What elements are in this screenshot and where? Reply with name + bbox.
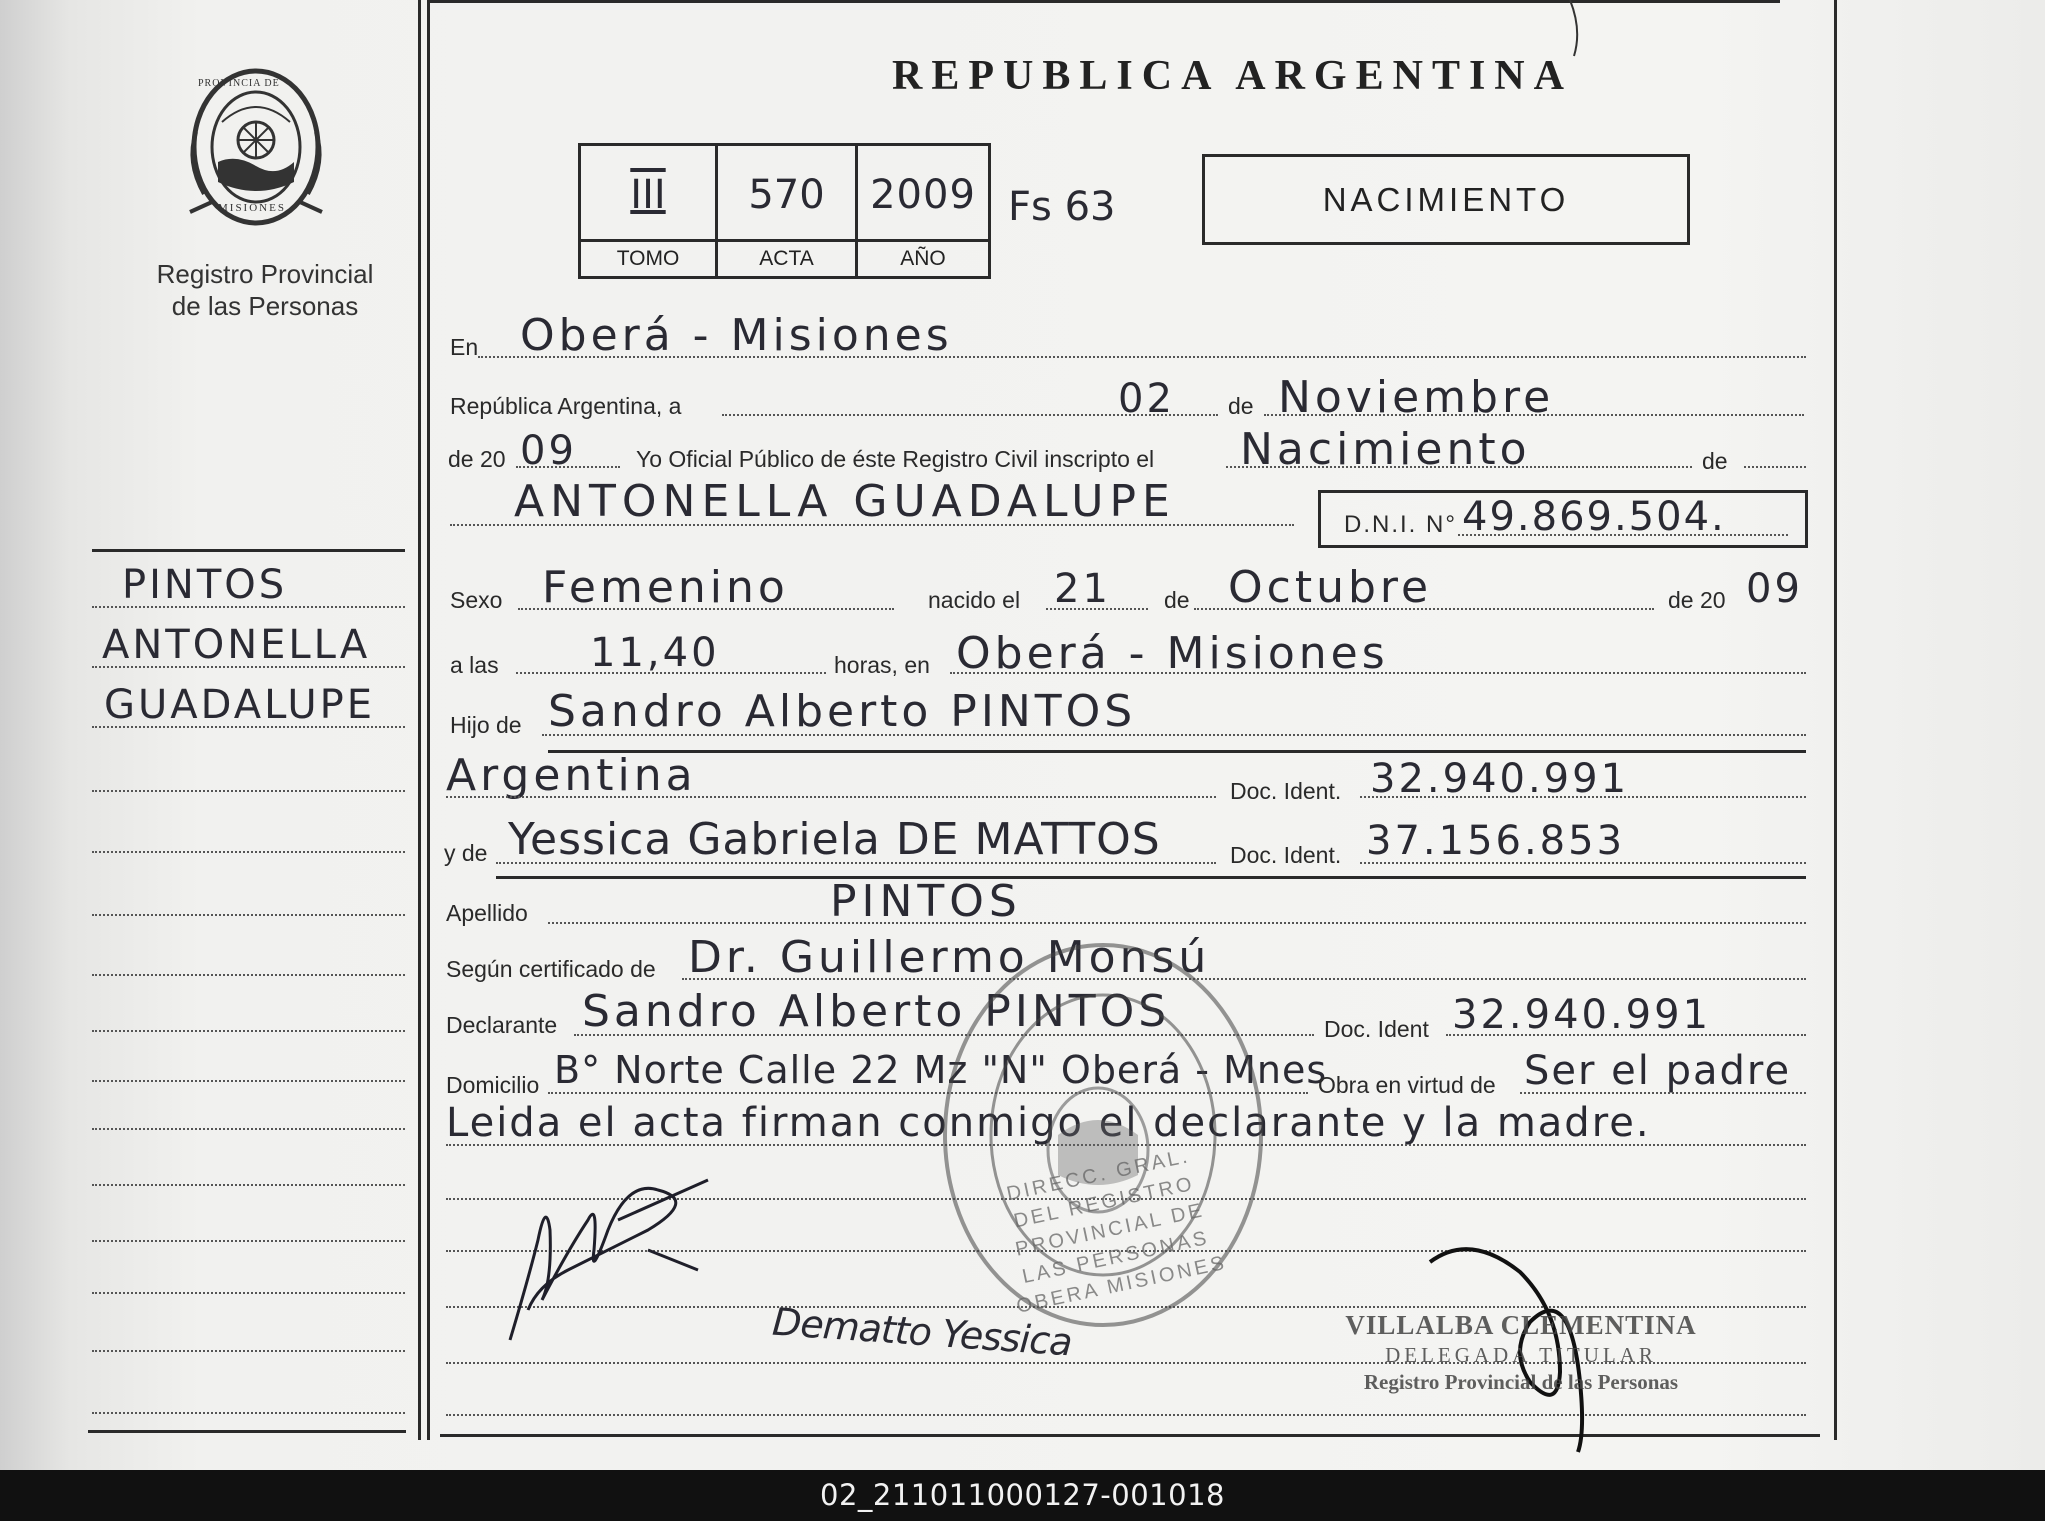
nacido-month-dotted-line	[1194, 608, 1654, 610]
dni-label: D.N.I. N°	[1344, 511, 1457, 538]
horas-label: horas, en	[834, 652, 930, 678]
anio-label: AÑO	[858, 239, 988, 276]
document-type-box: NACIMIENTO	[1202, 154, 1690, 245]
margin-dotted-line	[92, 726, 405, 728]
seal-text: DIRECC. GRAL. DEL REGISTRO PROVINCIAL DE LAS PERSONAS OBERA MISIONES	[1004, 1145, 1229, 1318]
logo-text-bottom: MISIONES	[218, 202, 286, 214]
tomo-label: TOMO	[581, 239, 715, 276]
declarante-label: Declarante	[446, 1012, 558, 1038]
margin-dotted-line	[92, 666, 405, 668]
declarante-doc-value: 32.940.991	[1452, 992, 1712, 1038]
oficial-de-label: de	[1702, 448, 1728, 474]
sexo-dotted-line	[518, 608, 894, 610]
fecha-month-dotted-line	[1264, 414, 1804, 416]
oficial-year-label: de 20	[448, 446, 506, 472]
domicilio-value: B° Norte Calle 22 Mz "N" Oberá - Mnes	[554, 1048, 1328, 1092]
mother-doc-value: 37.156.853	[1366, 818, 1626, 864]
mother-name: Yessica Gabriela DE MATTOS	[508, 814, 1161, 865]
margin-dotted-line	[92, 606, 405, 608]
declarante-doc-label: Doc. Ident	[1324, 1016, 1429, 1042]
oficial-year-suffix: 09	[520, 428, 577, 474]
margin-dotted-line	[92, 974, 405, 976]
logo-text-top: PROVINCIA DE	[198, 78, 280, 89]
father-nationality: Argentina	[446, 750, 697, 801]
madre-dotted-line	[496, 862, 1216, 864]
oficial-de-dotted-line	[1744, 466, 1806, 468]
folio-note: Fs 63	[1008, 184, 1116, 230]
child-full-name: ANTONELLA GUADALUPE	[514, 476, 1176, 527]
margin-dotted-line	[92, 790, 405, 792]
nacido-year-label: de 20	[1668, 587, 1726, 613]
father-name: Sandro Alberto PINTOS	[548, 686, 1137, 737]
corner-mark	[1560, 0, 1590, 60]
nacido-de-label: de	[1164, 587, 1190, 613]
margin-dotted-line	[92, 914, 405, 916]
margin-top-rule	[92, 549, 405, 552]
nacido-day-dotted-line	[1046, 608, 1148, 610]
margin-dotted-line	[92, 1292, 405, 1294]
oficial-value: Nacimiento	[1240, 424, 1531, 475]
nacido-year-suffix: 09	[1746, 566, 1803, 612]
margin-dotted-line	[92, 851, 405, 853]
sexo-label: Sexo	[450, 587, 503, 613]
margin-dotted-line	[92, 1350, 405, 1352]
domicilio-label: Domicilio	[446, 1072, 540, 1098]
hijo-dotted-line	[542, 734, 1806, 736]
file-id-label: 02_211011000127-001018	[820, 1478, 1225, 1512]
oficial-label: Yo Oficial Público de éste Registro Civil inscripto el	[636, 446, 1155, 472]
dni-dotted-line	[1458, 534, 1788, 536]
margin-dotted-line	[92, 1240, 405, 1242]
hijo-rule	[548, 750, 1806, 753]
declarante-doc-dotted-line	[1446, 1034, 1806, 1036]
official-stamp-line3: Registro Provincial de las Personas	[1363, 1370, 1679, 1394]
registry-name	[110, 258, 420, 322]
father-doc-value: 32.940.991	[1370, 756, 1630, 802]
margin-surname: PINTOS	[122, 562, 288, 608]
margin-dotted-line	[92, 1412, 405, 1414]
hora-label: a las	[450, 652, 499, 678]
frame-left-rule	[418, 0, 421, 1440]
fecha-de-label: de	[1228, 393, 1254, 419]
certificado-label: Según certificado de	[446, 956, 656, 982]
acta-label: ACTA	[718, 239, 855, 276]
certificado-value: Dr. Guillermo Monsú	[688, 932, 1211, 983]
obra-label: Obra en virtud de	[1318, 1072, 1496, 1098]
apellido-dotted-line	[548, 922, 1806, 924]
frame-left-rule-inner	[427, 0, 430, 1440]
margin-bottom-rule	[88, 1430, 406, 1433]
leida-value: Leida el acta firman conmigo el declarante y la madre.	[446, 1100, 1651, 1146]
nacido-day: 21	[1054, 566, 1111, 612]
record-id-table	[578, 143, 991, 279]
hora-dotted-line	[516, 672, 826, 674]
margin-second-name: GUADALUPE	[104, 682, 376, 728]
declarant-signature	[498, 1160, 718, 1350]
padre-nac-dotted-line	[446, 796, 1216, 798]
registry-name-line1: Registro Provincial	[156, 259, 374, 289]
official-stamp-line1: VILLALBA CLEMENTINA	[1345, 1310, 1697, 1340]
en-label: En	[450, 334, 479, 360]
padre-doc-label: Doc. Ident.	[1230, 778, 1342, 804]
madre-rule	[496, 876, 1806, 879]
madre-doc-dotted-line	[1360, 862, 1806, 864]
page-title: REPUBLICA ARGENTINA	[892, 53, 1573, 99]
dni-value: 49.869.504.	[1462, 494, 1726, 540]
oficial-year-dotted-line	[516, 466, 620, 468]
margin-dotted-line	[92, 1080, 405, 1082]
nacido-label: nacido el	[928, 587, 1021, 613]
nombre-dotted-line	[450, 524, 1294, 526]
official-stamp	[1326, 1310, 1716, 1395]
fecha-month: Noviembre	[1278, 372, 1555, 423]
frame-right-rule	[1834, 0, 1837, 1440]
margin-first-name: ANTONELLA	[102, 622, 371, 668]
madre-label: y de	[444, 840, 488, 866]
obra-dotted-line	[1520, 1092, 1806, 1094]
en-dotted-line	[478, 356, 1806, 358]
obra-value: Ser el padre	[1524, 1048, 1792, 1094]
hijo-label: Hijo de	[450, 712, 522, 738]
fecha-label: República Argentina, a	[450, 393, 682, 419]
oficial-dotted-line	[1226, 466, 1692, 468]
en-value: Oberá - Misiones	[520, 310, 953, 361]
padre-doc-dotted-line	[1360, 796, 1806, 798]
acta-value: 570	[748, 172, 825, 218]
hora-value: 11,40	[590, 630, 720, 676]
hora-place: Oberá - Misiones	[956, 628, 1389, 679]
apellido-label: Apellido	[446, 900, 528, 926]
declarante-value: Sandro Alberto PINTOS	[582, 986, 1171, 1037]
hora-place-dotted-line	[950, 672, 1806, 674]
margin-dotted-line	[92, 1128, 405, 1130]
anio-cell	[858, 146, 988, 276]
madre-doc-label: Doc. Ident.	[1230, 842, 1342, 868]
margin-dotted-line	[92, 1184, 405, 1186]
margin-dotted-line	[92, 1030, 405, 1032]
registry-name-line2: de las Personas	[171, 291, 359, 321]
apellido-value: PINTOS	[830, 876, 1022, 927]
tomo-cell	[581, 146, 718, 276]
sexo-value: Femenino	[542, 562, 789, 613]
nacido-month: Octubre	[1228, 562, 1433, 613]
fecha-day: 02	[1118, 376, 1175, 422]
acta-cell	[718, 146, 858, 276]
mother-signature: Dematto Yessica	[770, 1299, 1073, 1365]
official-stamp-line2: DELEGADA TITULAR	[1385, 1343, 1657, 1367]
tomo-value: III	[630, 172, 666, 218]
anio-value: 2009	[870, 172, 976, 218]
